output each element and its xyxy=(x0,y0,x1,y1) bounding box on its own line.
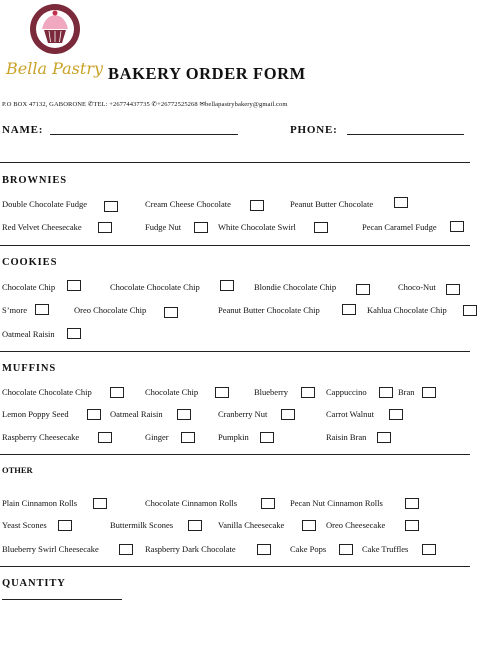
muffin-chocolate-chip-checkbox[interactable] xyxy=(215,387,229,398)
yeast-scones-checkbox[interactable] xyxy=(58,520,72,531)
item-label: Cake Pops xyxy=(290,544,327,554)
divider xyxy=(0,245,470,246)
name-label: NAME: xyxy=(2,124,44,136)
item-label: Blueberry xyxy=(254,387,288,397)
raisin-bran-checkbox[interactable] xyxy=(377,432,391,443)
item-label: Cappuccino xyxy=(326,387,367,397)
page-title: BAKERY ORDER FORM xyxy=(108,64,306,83)
divider xyxy=(0,454,470,455)
item-label: Chocolate Chocolate Chip xyxy=(2,387,92,397)
double-chocolate-fudge-checkbox[interactable] xyxy=(104,201,118,212)
ginger-checkbox[interactable] xyxy=(181,432,195,443)
divider xyxy=(0,566,470,567)
item-label: Raisin Bran xyxy=(326,432,367,442)
item-label: White Chocolate Swirl xyxy=(218,222,296,232)
quantity-label: QUANTITY xyxy=(2,578,66,589)
item-label: Oatmeal Raisin xyxy=(2,329,55,339)
item-label: Choco-Nut xyxy=(398,282,436,292)
item-label: Chocolate Cinnamon Rolls xyxy=(145,498,238,508)
white-chocolate-swirl-checkbox[interactable] xyxy=(314,222,328,233)
item-label: Lemon Poppy Seed xyxy=(2,409,69,419)
phone-label: PHONE: xyxy=(290,124,338,136)
carrot-walnut-checkbox[interactable] xyxy=(389,409,403,420)
chocolate-chip-checkbox[interactable] xyxy=(67,280,81,291)
fudge-nut-checkbox[interactable] xyxy=(194,222,208,233)
cupcake-logo-icon xyxy=(2,2,106,80)
oreo-chocolate-chip-checkbox[interactable] xyxy=(164,307,178,318)
item-label: Raspberry Cheesecake xyxy=(2,432,80,442)
divider xyxy=(0,351,470,352)
plain-cinnamon-rolls-checkbox[interactable] xyxy=(93,498,107,509)
divider xyxy=(0,162,470,163)
bella-pastry-logo xyxy=(2,2,106,80)
blueberry-swirl-cheesecake-checkbox[interactable] xyxy=(119,544,133,555)
raspberry-dark-chocolate-checkbox[interactable] xyxy=(257,544,271,555)
contact-info: P.O BOX 47132, GABORONE ✆TEL: +26774437735 ✆+26772525268 ✉bellapastrybakery@gmail.com xyxy=(2,101,288,108)
muffins-heading: MUFFINS xyxy=(2,363,57,374)
item-label: Cream Cheese Chocolate xyxy=(145,199,231,209)
pecan-nut-cinnamon-rolls-checkbox[interactable] xyxy=(405,498,419,509)
item-label: S’more xyxy=(2,305,28,315)
name-field[interactable] xyxy=(50,134,238,135)
item-label: Chocolate Chocolate Chip xyxy=(110,282,200,292)
cappuccino-checkbox[interactable] xyxy=(379,387,393,398)
other-heading: OTHER xyxy=(2,465,33,475)
item-label: Raspberry Dark Chocolate xyxy=(145,544,236,554)
lemon-poppy-seed-checkbox[interactable] xyxy=(87,409,101,420)
cake-pops-checkbox[interactable] xyxy=(339,544,353,555)
item-label: Peanut Butter Chocolate xyxy=(290,199,374,209)
item-label: Pecan Nut Cinnamon Rolls xyxy=(290,498,383,508)
item-label: Vanilla Cheesecake xyxy=(218,520,285,530)
item-label: Buttermilk Scones xyxy=(110,520,174,530)
item-label: Fudge Nut xyxy=(145,222,182,232)
chocolate-cinnamon-rolls-checkbox[interactable] xyxy=(261,498,275,509)
item-label: Blondie Chocolate Chip xyxy=(254,282,337,292)
item-label: Yeast Scones xyxy=(2,520,47,530)
buttermilk-scones-checkbox[interactable] xyxy=(188,520,202,531)
item-label: Peanut Butter Chocolate Chip xyxy=(218,305,320,315)
quantity-field[interactable] xyxy=(2,599,122,600)
item-label: Kahlua Chocolate Chip xyxy=(367,305,447,315)
peanut-butter-chocolate-checkbox[interactable] xyxy=(394,197,408,208)
item-label: Ginger xyxy=(145,432,169,442)
item-label: Pumpkin xyxy=(218,432,249,442)
muffin-chocolate-chocolate-chip-checkbox[interactable] xyxy=(110,387,124,398)
phone-field[interactable] xyxy=(347,134,464,135)
brownies-heading: BROWNIES xyxy=(2,175,67,186)
item-label: Oatmeal Raisin xyxy=(110,409,163,419)
cake-truffles-checkbox[interactable] xyxy=(422,544,436,555)
pumpkin-checkbox[interactable] xyxy=(260,432,274,443)
item-label: Plain Cinnamon Rolls xyxy=(2,498,78,508)
choco-nut-checkbox[interactable] xyxy=(446,284,460,295)
vanilla-cheesecake-checkbox[interactable] xyxy=(302,520,316,531)
raspberry-cheesecake-checkbox[interactable] xyxy=(98,432,112,443)
muffin-oatmeal-raisin-checkbox[interactable] xyxy=(177,409,191,420)
item-label: Oreo Chocolate Chip xyxy=(74,305,147,315)
item-label: Double Chocolate Fudge xyxy=(2,199,87,209)
item-label: Bran xyxy=(398,387,415,397)
blondie-chocolate-chip-checkbox[interactable] xyxy=(356,284,370,295)
logo-text: Bella Pastry xyxy=(6,59,103,78)
oreo-cheesecake-checkbox[interactable] xyxy=(405,520,419,531)
item-label: Carrot Walnut xyxy=(326,409,375,419)
bran-checkbox[interactable] xyxy=(422,387,436,398)
item-label: Cake Truffles xyxy=(362,544,409,554)
item-label: Chocolate Chip xyxy=(145,387,199,397)
oatmeal-raisin-checkbox[interactable] xyxy=(67,328,81,339)
item-label: Cranberry Nut xyxy=(218,409,268,419)
chocolate-chocolate-chip-checkbox[interactable] xyxy=(220,280,234,291)
item-label: Oreo Cheesecake xyxy=(326,520,386,530)
smore-checkbox[interactable] xyxy=(35,304,49,315)
blueberry-checkbox[interactable] xyxy=(301,387,315,398)
kahlua-chocolate-chip-checkbox[interactable] xyxy=(463,305,477,316)
item-label: Chocolate Chip xyxy=(2,282,56,292)
item-label: Red Velvet Cheesecake xyxy=(2,222,82,232)
item-label: Pecan Caramel Fudge xyxy=(362,222,437,232)
peanut-butter-chocolate-chip-checkbox[interactable] xyxy=(342,304,356,315)
cookies-heading: COOKIES xyxy=(2,257,58,268)
cranberry-nut-checkbox[interactable] xyxy=(281,409,295,420)
pecan-caramel-fudge-checkbox[interactable] xyxy=(450,221,464,232)
red-velvet-cheesecake-checkbox[interactable] xyxy=(98,222,112,233)
item-label: Blueberry Swirl Cheesecake xyxy=(2,544,99,554)
cream-cheese-chocolate-checkbox[interactable] xyxy=(250,200,264,211)
